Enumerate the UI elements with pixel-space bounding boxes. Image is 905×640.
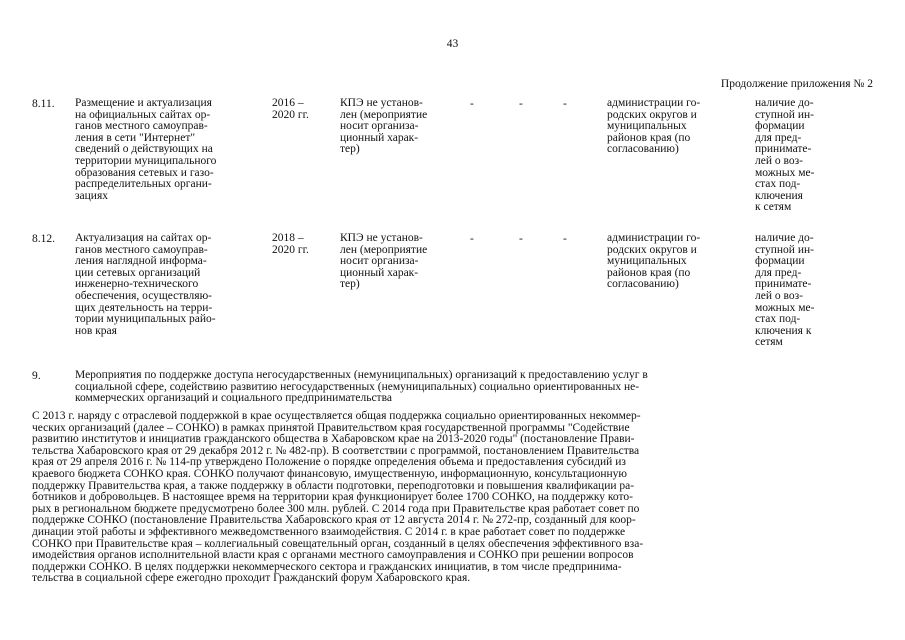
row-name: Размещение и актуализация на официальных сайтах ор- ганов местного самоуправ- ления в сети "Интернет" сведений о действующих на территории муниципального образования сетевых и газо- распределительных органи- зациях [75,97,217,202]
row-executor: администрации го- родских округов и муниципальных районов края (по согласованию) [607,232,701,291]
row-result: наличие до- ступной ин- формации для пред- принимате- лей о воз- можных ме- стах под- ключения к сетям [755,97,815,214]
row-dash: - [470,233,474,245]
row-years: 2018 – 2020 гг. [272,232,309,256]
appendix-continuation-note: Продолжение приложения № 2 [720,78,873,90]
row-executor: администрации го- родских округов и муниципальных районов края (по согласованию) [607,97,701,156]
row-years: 2016 – 2020 гг. [272,97,309,121]
row-number: 8.11. [32,98,55,110]
row-dash: - [563,233,567,245]
row-result: наличие до- ступной ин- формации для пред- принимате- лей о воз- можных ме- стах под- ключения к сетям [755,232,815,349]
row-kpe: КПЭ не установ- лен (мероприятие носит организа- ционный харак- тер) [340,232,428,291]
row-number: 8.12. [32,233,55,245]
row-dash: - [470,98,474,110]
section-title: Мероприятия по поддержке доступа негосударственных (немуниципальных) организаций к предоставлению услуг в социальной сфере, содействию развитию негосударственных (немуниципальных) социально ориентированных не- коммерческих организаций и социального предпринимательства [75,369,648,405]
row-name: Актуализация на сайтах ор- ганов местного самоуправ- ления наглядной информа- ции сетевых организаций инженерно-технического обеспечения, осуществляю- щих деятельность на терри- тории муниципальных райо- нов края [75,232,216,337]
row-kpe: КПЭ не установ- лен (мероприятие носит организа- ционный харак- тер) [340,97,428,156]
row-dash: - [519,98,523,110]
body-paragraph: С 2013 г. наряду с отраслевой поддержкой в крае осуществляется общая поддержка социально ориентированных некоммер- ческих организаций (далее – СОНКО) в рамках принятой Правительством края государственной программы "Содействие развитию институтов и инициатив гражданского общества в Хабаровском крае на 2013-2020 годы" (постановление Прави- тельства Хабаровского края от 29 декабря 2012 г. № 482-пр). В соответствии с программой, постановлением Правительства края от 29 апреля 2016 г. № 114-пр утверждено Положение о порядке определения объема и предоставления субсидий из краевого бюджета СОНКО края. СОНКО получают финансовую, имущественную, информационную, консультационную поддержку Правительства края, а также поддержку в области подготовки, переподготовки и повышения квалификации ра- ботников и добровольцев. В настоящее время на территории края функционирует более 1700 СОНКО, на поддержку кото- рых в региональном бюджете предусмотрено более 300 млн. рублей. С 2014 года при Правительстве края работает совет по поддержке СОНКО (постановление Правительства Хабаровского края от 12 августа 2014 г. № 272-пр, созданный для коор- динации этой работы и эффективного межведомственного взаимодействия. С 2014 г. в крае работает совет по поддержке СОНКО при Правительстве края – коллегиальный совещательный орган, созданный в целях обеспечения эффективного вза- имодействия органов исполнительной власти края с органами местного самоуправления и СОНКО при решении вопросов поддержки СОНКО. В целях поддержки некоммерческого сектора и гражданских инициатив, в том числе предпринима- тельства в социальной сфере ежегодно проходит Гражданский форум Хабаровского края. [32,410,644,585]
row-dash: - [563,98,567,110]
page-number: 43 [446,38,459,50]
row-dash: - [519,233,523,245]
section-number: 9. [32,370,41,382]
